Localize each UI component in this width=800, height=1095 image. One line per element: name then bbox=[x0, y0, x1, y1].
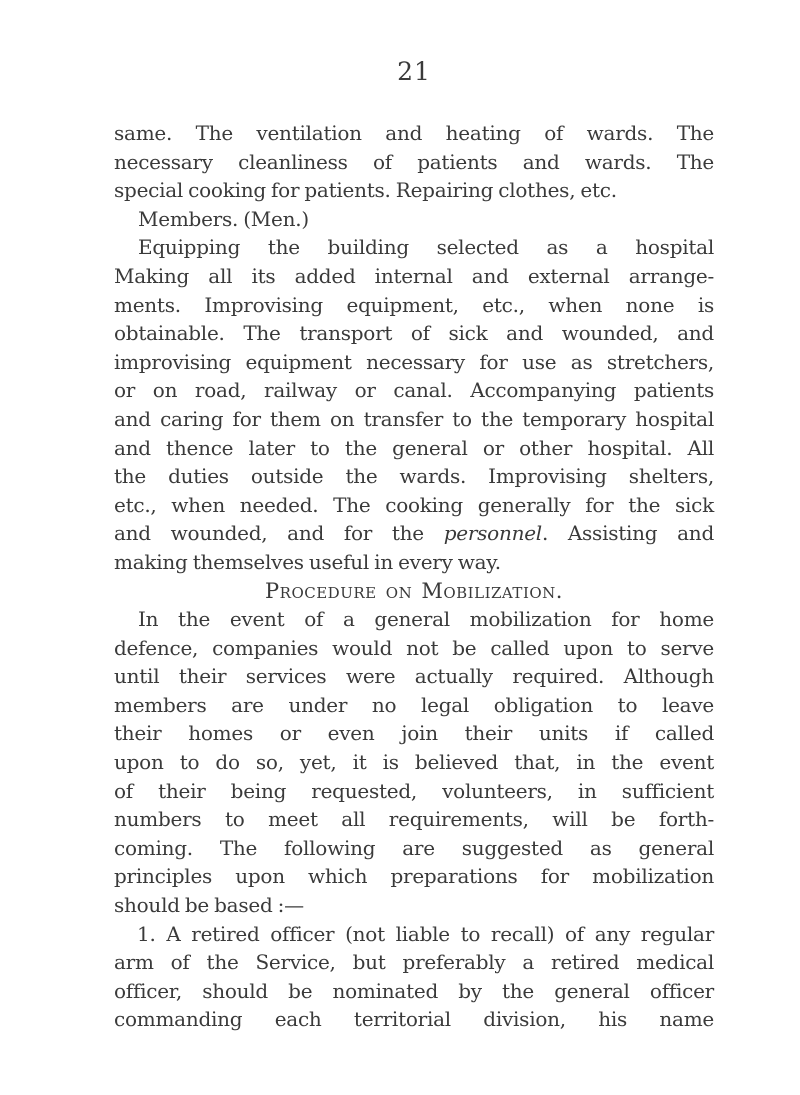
text-line: Members. (Men.) bbox=[138, 206, 309, 231]
text-line: ments. Improvising equipment, etc., when none is bbox=[114, 292, 714, 317]
text-line: same. The ventilation and heating of wards. The bbox=[114, 121, 714, 145]
text-line: 1. A retired officer (not liable to recall) of any regular bbox=[137, 921, 714, 946]
text-line: coming. The following are suggested as general bbox=[114, 835, 714, 860]
text-line: defence, companies would not be called upon to serve bbox=[114, 635, 714, 660]
text-line: necessary cleanliness of patients and wards. The bbox=[114, 149, 714, 174]
text-line: upon to do so, yet, it is believed that, in the event bbox=[114, 750, 714, 775]
text-line: etc., when needed. The cooking generally for the sick bbox=[114, 492, 714, 517]
section-heading: Procedure on Mobilization. bbox=[265, 578, 563, 603]
book-page bbox=[114, 0, 714, 1095]
text-line: or on road, railway or canal. Accompanying patients bbox=[114, 378, 714, 403]
text-line: members are under no legal obligation to leave bbox=[114, 692, 714, 717]
text-line: improvising equipment necessary for use as stretchers, bbox=[114, 349, 714, 374]
text-line: their homes or even join their units if called bbox=[114, 721, 714, 746]
text-line: numbers to meet all requirements, will be forth- bbox=[114, 807, 714, 832]
text-line: commanding each territorial division, his name bbox=[114, 1007, 714, 1032]
text-line: special cooking for patients. Repairing clothes, etc. bbox=[114, 178, 617, 203]
text-line: the duties outside the wards. Improvising shelters, bbox=[114, 464, 714, 489]
italic-word: personnel bbox=[443, 521, 542, 546]
text-line: arm of the Service, but preferably a retired medical bbox=[114, 950, 714, 975]
body-text bbox=[114, 119, 714, 1034]
text-line: until their services were actually required. Although bbox=[114, 664, 714, 689]
text-line: of their being requested, volunteers, in sufficient bbox=[114, 778, 714, 803]
text-line: making themselves useful in every way. bbox=[114, 549, 501, 574]
text-line: Equipping the building selected as a hospital bbox=[138, 235, 714, 260]
text-line: and caring for them on transfer to the temporary hospital bbox=[114, 406, 714, 431]
text-line: and thence later to the general or other hospital. All bbox=[114, 435, 714, 460]
page-number: 21 bbox=[397, 57, 431, 86]
text-line: In the event of a general mobilization for home bbox=[138, 607, 714, 632]
text-line: and wounded, and for the personnel. Assisting and bbox=[114, 521, 714, 546]
text-line: principles upon which preparations for mobilization bbox=[114, 864, 714, 889]
text-line: Making all its added internal and external arrange- bbox=[114, 263, 714, 288]
text-line: obtainable. The transport of sick and wounded, and bbox=[114, 321, 714, 346]
text-line: should be based :— bbox=[114, 893, 304, 918]
text-line: officer, should be nominated by the general officer bbox=[114, 978, 714, 1003]
